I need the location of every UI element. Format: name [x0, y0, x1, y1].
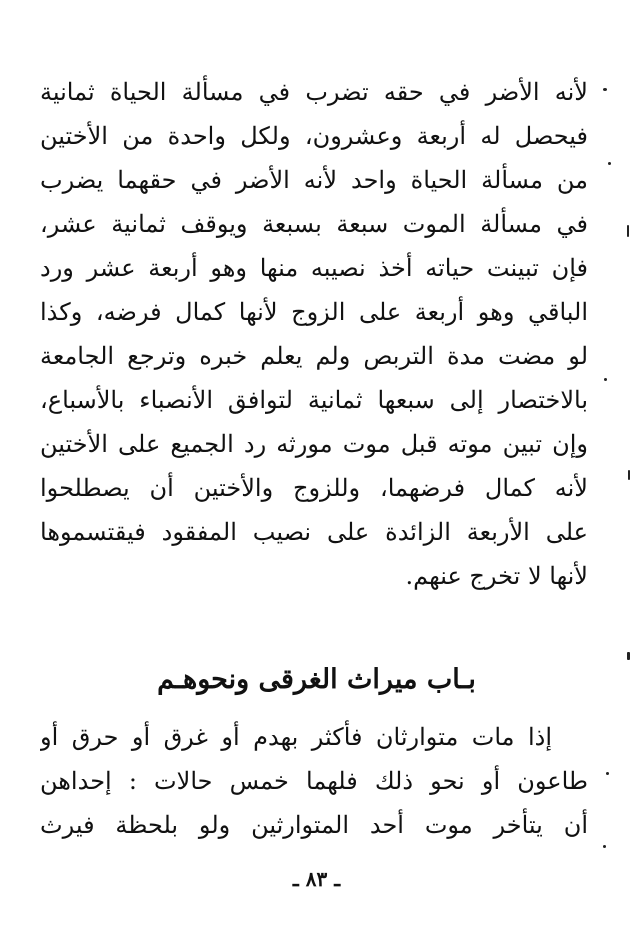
section-heading: بـاب ميراث الغرقى ونحوهـم [157, 664, 476, 695]
scan-speck [606, 772, 609, 775]
text-line: من مسألة الحياة واحد لأنه الأضر في حقهما يضرب [40, 166, 588, 194]
paragraph-1 [40, 70, 588, 598]
scan-speck [603, 88, 607, 91]
text-line: لو مضت مدة التربص ولم يعلم خبره وترجع الجامعة [40, 342, 588, 370]
scan-speck [603, 845, 606, 848]
scan-speck [608, 162, 611, 165]
text-line: أن يتأخر موت أحد المتوارثين ولو بلحظة فيرث [40, 811, 588, 839]
text-line: وإن تبين موته قبل موت مورثه رد الجميع على الأختين [40, 430, 588, 458]
text-line: في مسألة الموت سبعة بسبعة ويوقف ثمانية عشر، [40, 210, 588, 238]
text-line: طاعون أو نحو ذلك فلهما خمس حالات : إحداهن [40, 767, 588, 795]
text-line-indented: إذا مات متوارثان فأكثر بهدم أو غرق أو حرق أو [40, 723, 552, 751]
text-line: لأنه كمال فرضهما، وللزوج والأختين أن يصطلحوا [40, 474, 588, 502]
text-line: لأنه الأضر في حقه تضرب في مسألة الحياة ثمانية [40, 78, 588, 106]
text-line: على الأربعة الزائدة على نصيب المفقود فيقتسموها [40, 518, 588, 546]
paragraph-2 [40, 715, 588, 847]
text-line: بالاختصار إلى سبعها ثمانية لتوافق الأنصباء بالأسباع، [40, 386, 588, 414]
text-line-last: لأنها لا تخرج عنهم. [405, 562, 588, 590]
scan-speck [627, 225, 629, 237]
text-line: الباقي وهو أربعة على الزوج لأنها كمال فرضه، وكذا [40, 298, 588, 326]
scan-speck [628, 470, 630, 480]
text-line: فإن تبينت حياته أخذ نصيبه منها وهو أربعة عشر ورد [40, 254, 588, 282]
scan-speck [627, 652, 630, 660]
text-line: فيحصل له أربعة وعشرون، ولكل واحدة من الأختين [40, 122, 588, 150]
scan-speck [604, 378, 607, 381]
page-number: ـ ٨٣ ـ [292, 867, 341, 891]
